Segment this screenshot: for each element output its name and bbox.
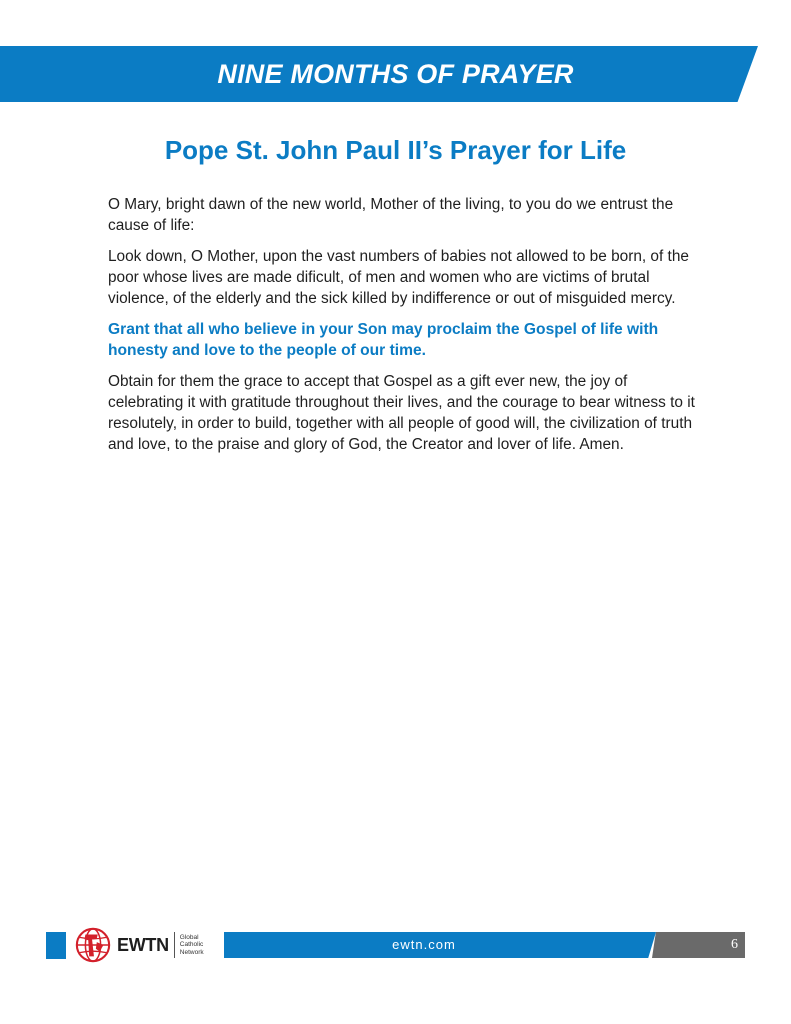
logo-tagline (180, 934, 204, 956)
website-link[interactable]: ewtn.com (392, 937, 456, 952)
ewtn-logo (74, 926, 204, 964)
page-number: 6 (731, 937, 738, 952)
paragraph-intro: O Mary, bright dawn of the new world, Mother of the living, to you do we entrust the cause of life: (108, 196, 674, 234)
paragraph-obtain: Obtain for them the grace to accept that Gospel as a gift ever new, the joy of celebrating it with gratitude throughout their lives, and the courage to bear witness to it resolutely, in order to build, together with all people of good will, the civilization of truth and love, to the praise and glory of God, the Creator and lover of life. Amen. (108, 373, 695, 453)
footer (0, 926, 791, 966)
prayer-body (108, 194, 698, 465)
globe-icon (74, 926, 112, 964)
logo-wordmark: EWTN (117, 934, 169, 955)
logo-tagline-line: Network (179, 948, 204, 956)
logo-divider (174, 932, 175, 958)
logo-tagline-line: Catholic (179, 941, 204, 949)
footer-accent-block (46, 932, 66, 959)
logo-tagline-line: Global (179, 933, 199, 941)
page-title: Pope St. John Paul II’s Prayer for Life (164, 135, 627, 165)
paragraph-look-down: Look down, O Mother, upon the vast numbers of babies not allowed to be born, of the poor whose lives are made dificult, of men and women who are victims of brutal violence, of the elderly and the sick killed by indifference or out of misguided mercy. (108, 248, 689, 307)
banner-title: NINE MONTHS OF PRAYER (217, 59, 574, 89)
paragraph-highlight: Grant that all who believe in your Son may proclaim the Gospel of life with honesty and love to the people of our time. (108, 321, 659, 359)
